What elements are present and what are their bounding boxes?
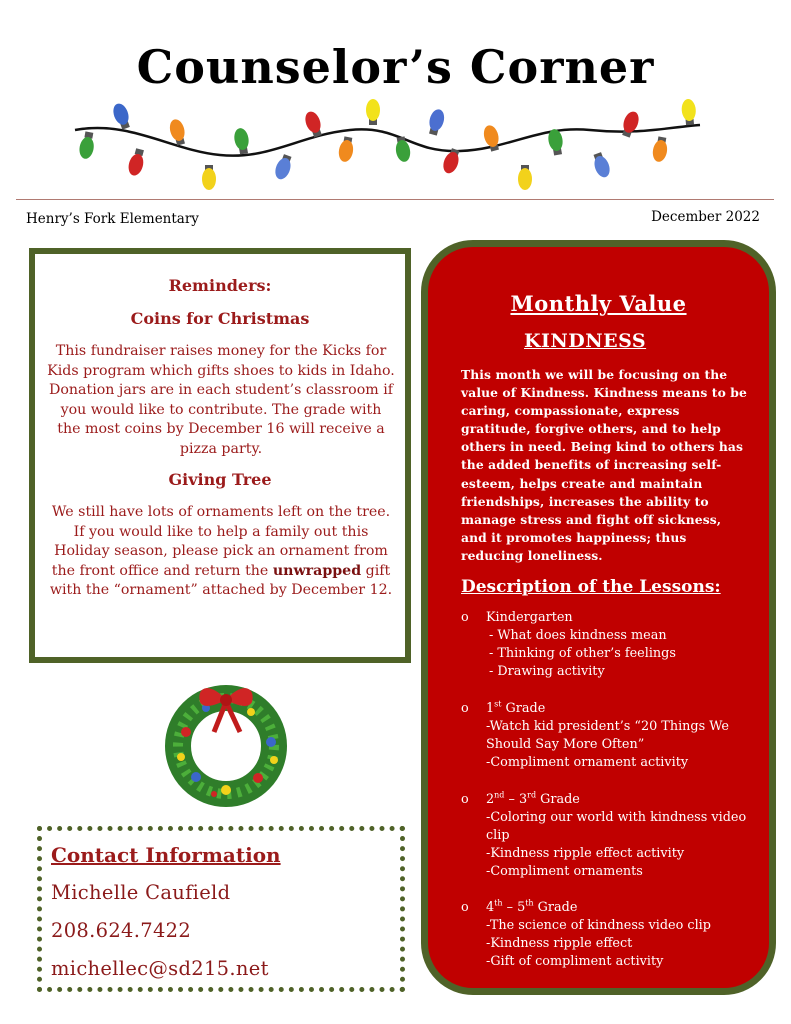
lesson-grade-2-3 [461, 791, 751, 881]
lessons-heading: Description of the Lessons: [461, 577, 721, 597]
coins-text: This fundraiser raises money for the Kicks for Kids program which gifts shoes to kids in Idaho. Donation jars are in each student’s classroom if you would like to contribute. The grade with the most coins by December 16 will receive a pizza party. [47, 343, 395, 457]
lesson-item: -Watch kid president’s “20 Things We Should Say More Often” [486, 719, 729, 752]
grade-title: 4th – 5th Grade [486, 898, 578, 915]
monthly-value-panel [421, 240, 776, 995]
monthly-value-description: This month we will be focusing on the value of Kindness. Kindness means to be caring, compassionate, express gratitude, forgive others, and to help others in need. Being kind to others has the added benefits of increasing self-esteem, helps create and maintain friendships, increases the ability to manage stress and fight off sickness, and it promotes happiness; thus reducing loneliness. [461, 367, 747, 563]
lesson-item: -Gift of compliment activity [486, 954, 664, 969]
lesson-grade-4-5 [461, 899, 751, 971]
lesson-item: -Compliment ornaments [486, 864, 643, 879]
reminders-heading: Reminders: [168, 276, 272, 295]
giving-tree-heading: Giving Tree [168, 470, 272, 489]
wreath-icon [156, 672, 296, 812]
reminders-box [29, 248, 411, 663]
christmas-lights-icon [70, 95, 710, 195]
giving-tree-text: We still have lots of ornaments left on the tree. If you would like to help a family out this Holiday season, please pick an ornament from the front office and return the unwrapped gift with the “ornament” attached by December 12. [49, 504, 393, 598]
lesson-item: -Compliment ornament activity [486, 755, 689, 770]
unwrapped-emphasis: unwrapped [272, 562, 362, 579]
lesson-item: - What does kindness mean [489, 628, 667, 643]
lesson-item: - Thinking of other’s feelings [489, 646, 676, 661]
lesson-item: -The science of kindness video clip [486, 918, 711, 933]
issue-date: December 2022 [651, 209, 760, 225]
contact-email[interactable]: michellec@sd215.net [51, 957, 269, 980]
bullet: o [461, 701, 469, 716]
lesson-item: - Drawing activity [489, 664, 605, 679]
monthly-value-name: KINDNESS [524, 330, 647, 352]
lesson-item: -Kindness ripple effect [486, 936, 633, 951]
coins-heading: Coins for Christmas [130, 309, 310, 328]
header-divider [16, 199, 774, 200]
bullet: o [461, 610, 469, 625]
contact-heading: Contact Information [51, 843, 281, 867]
bullet: o [461, 792, 469, 807]
grade-title: 2nd – 3rd Grade [486, 790, 580, 807]
page-title: Counselor’s Corner [136, 40, 655, 94]
lesson-kindergarten [461, 609, 751, 681]
lesson-grade-1 [461, 700, 751, 772]
contact-name: Michelle Caufield [51, 881, 231, 904]
lesson-item: -Coloring our world with kindness video clip [486, 810, 747, 843]
bullet: o [461, 900, 469, 915]
school-name: Henry’s Fork Elementary [26, 211, 199, 227]
contact-box [37, 826, 405, 992]
grade-title: Kindergarten [486, 610, 573, 625]
lesson-item: -Kindness ripple effect activity [486, 846, 685, 861]
grade-title: 1st Grade [486, 699, 546, 716]
monthly-value-title: Monthly Value [510, 291, 687, 316]
contact-phone[interactable]: 208.624.7422 [51, 919, 192, 942]
